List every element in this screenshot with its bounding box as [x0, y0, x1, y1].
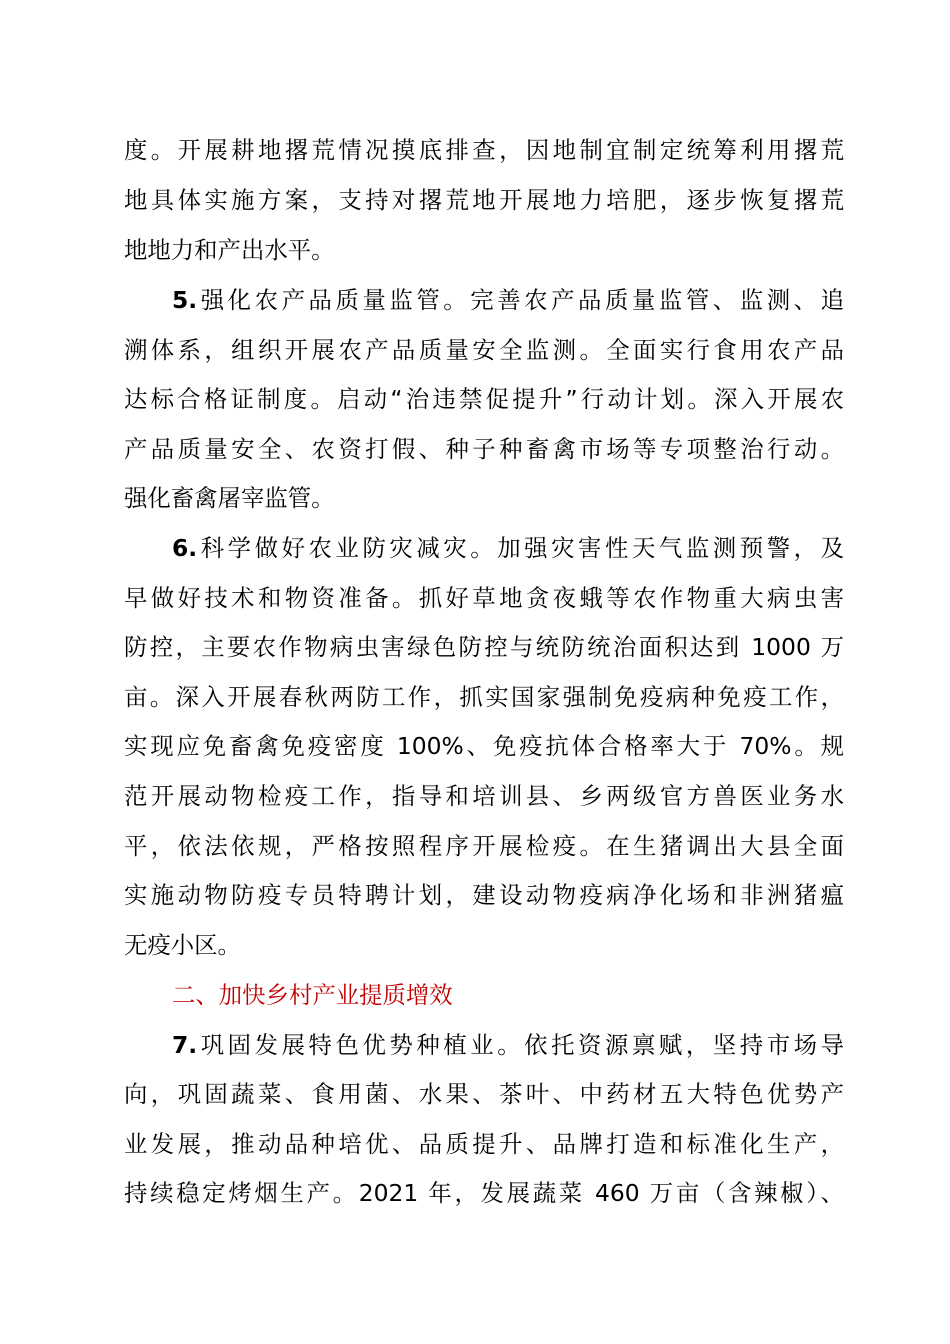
text-line: 度。开展耕地撂荒情况摸底排查，因地制宜制定统筹利用撂荒 [124, 136, 844, 164]
text-line: 实施动物防疫专员特聘计划，建设动物疫病净化场和非洲猪瘟 [124, 881, 844, 909]
text-line: 地具体实施方案，支持对撂荒地开展地力培肥，逐步恢复撂荒 [124, 186, 844, 214]
item-text: 科学做好农业防灾减灾。加强灾害性天气监测预警，及 [197, 534, 844, 562]
numbered-paragraph-line [172, 1025, 844, 1065]
text-line: 实现应免畜禽免疫密度 100%、免疫抗体合格率大于 70%。规 [124, 732, 844, 760]
numbered-paragraph-line [172, 280, 844, 320]
text-line: 强化畜禽屠宰监管。 [124, 484, 335, 512]
text-line: 地地力和产出水平。 [124, 236, 335, 264]
text-line: 防控，主要农作物病虫害绿色防控与统防统治面积达到 1000 万 [124, 633, 844, 661]
numbered-paragraph-line [172, 528, 844, 568]
text-line: 溯体系，组织开展农产品质量安全监测。全面实行食用农产品 [124, 336, 844, 364]
section-heading: 二、加快乡村产业提质增效 [172, 981, 453, 1009]
item-number: 5. [172, 286, 198, 314]
item-number: 7. [172, 1031, 198, 1059]
text-line: 持续稳定烤烟生产。2021 年，发展蔬菜 460 万亩（含辣椒）、 [124, 1179, 844, 1207]
item-number: 6. [172, 534, 198, 562]
text-line: 达标合格证制度。启动“治违禁促提升”行动计划。深入开展农 [124, 385, 844, 413]
text-line: 范开展动物检疫工作，指导和培训县、乡两级官方兽医业务水 [124, 782, 844, 810]
text-line: 产品质量安全、农资打假、种子种畜禽市场等专项整治行动。 [124, 435, 844, 463]
item-text: 强化农产品质量监管。完善农产品质量监管、监测、追 [197, 286, 844, 314]
item-text: 巩固发展特色优势种植业。依托资源禀赋，坚持市场导 [197, 1031, 844, 1059]
text-line: 平，依法依规，严格按照程序开展检疫。在生猪调出大县全面 [124, 832, 844, 860]
text-line: 亩。深入开展春秋两防工作，抓实国家强制免疫病种免疫工作， [124, 683, 844, 711]
text-line: 无疫小区。 [124, 931, 241, 959]
text-line: 向，巩固蔬菜、食用菌、水果、茶叶、中药材五大特色优势产 [124, 1080, 844, 1108]
text-line: 业发展，推动品种培优、品质提升、品牌打造和标准化生产， [124, 1130, 844, 1158]
text-line: 早做好技术和物资准备。抓好草地贪夜蛾等农作物重大病虫害 [124, 584, 844, 612]
